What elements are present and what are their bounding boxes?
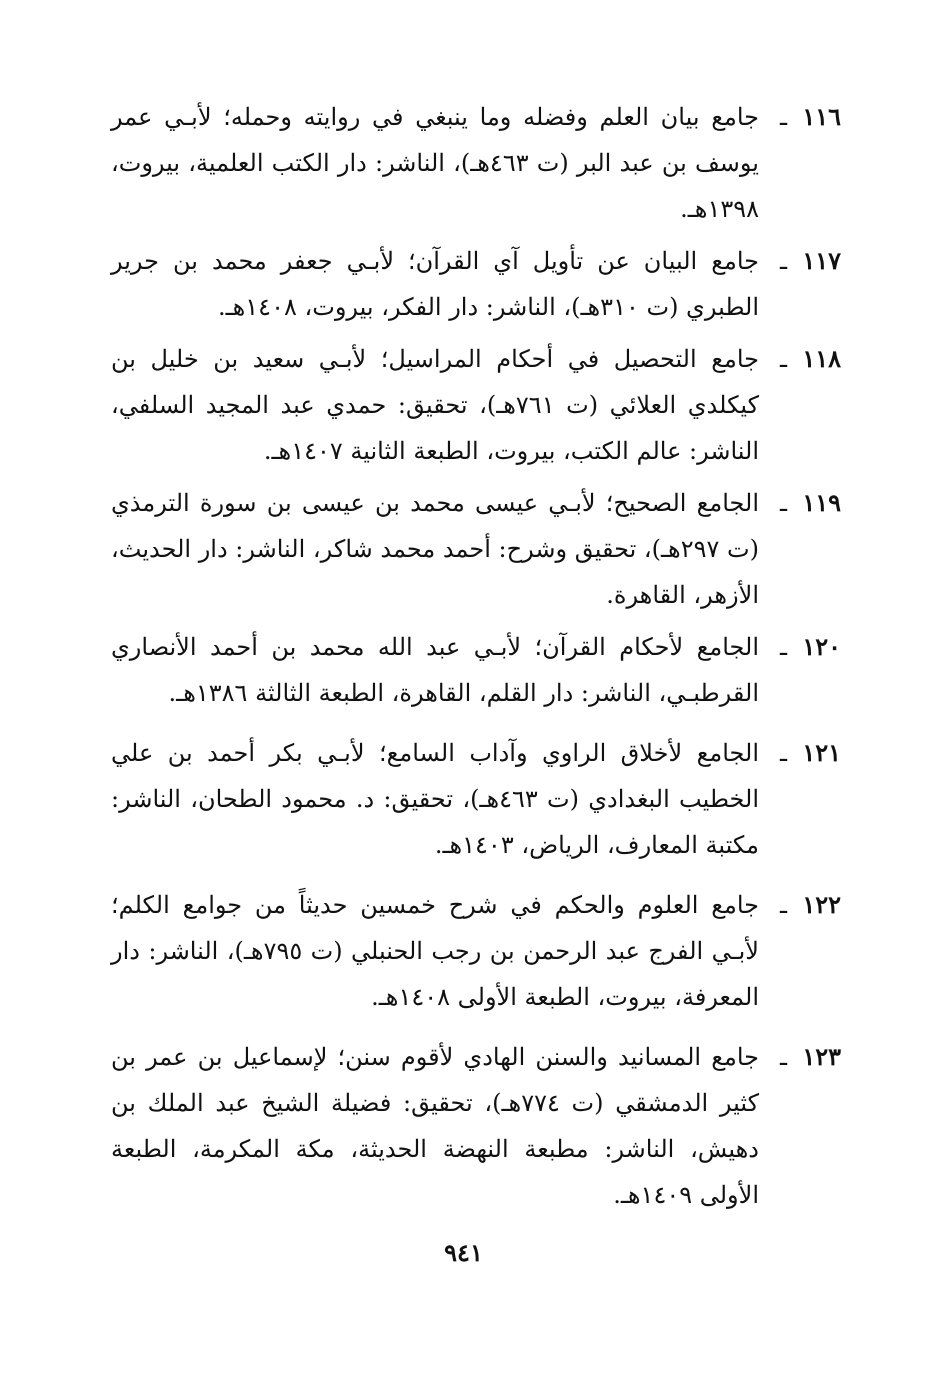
entry-dash: ـ	[779, 891, 787, 919]
entry-dash: ـ	[779, 345, 787, 373]
bibliography-entry	[111, 94, 841, 232]
bibliography-entry	[111, 882, 841, 1020]
entry-number: ١١٦	[802, 102, 841, 131]
entry-dash: ـ	[779, 489, 787, 517]
entry-number: ١١٩	[802, 488, 841, 517]
entry-text: جامع التحصيل في أحكام المراسيل؛ لأبـي سعيد بن خليل بن كيكلدي العلائي (ت ٧٦١هـ)، تحقيق: حمدي عبد المجيد السلفي، الناشر: عالم الكتب، بيروت، الطبعة الثانية ١٤٠٧هـ.	[111, 345, 760, 465]
entry-dash: ـ	[779, 247, 787, 275]
page-number: ٩٤١	[444, 1238, 483, 1267]
entry-number: ١٢١	[802, 738, 841, 767]
entry-text: جامع البيان عن تأويل آي القرآن؛ لأبـي جعفر محمد بن جرير الطبري (ت ٣١٠هـ)، الناشر: دار الفكر، بيروت، ١٤٠٨هـ.	[111, 247, 760, 321]
bibliography-entry	[111, 1034, 841, 1218]
bibliography-entry	[111, 624, 841, 716]
entry-text: الجامع الصحيح؛ لأبـي عيسى محمد بن عيسى بن سورة الترمذي (ت ٢٩٧هـ)، تحقيق وشرح: أحمد محمد شاكر، الناشر: دار الحديث، الأزهر، القاهرة.	[111, 489, 759, 609]
entry-text: الجامع لأحكام القرآن؛ لأبـي عبد الله محمد بن أحمد الأنصاري القرطبـي، الناشر: دار القلم، القاهرة، الطبعة الثالثة ١٣٨٦هـ.	[111, 633, 759, 707]
entry-dash: ـ	[779, 1043, 787, 1071]
entry-text: جامع بيان العلم وفضله وما ينبغي في روايته وحمله؛ لأبـي عمر يوسف بن عبد البر (ت ٤٦٣هـ)، الناشر: دار الكتب العلمية، بيروت، ١٣٩٨هـ.	[111, 103, 759, 223]
entry-number: ١١٨	[802, 344, 841, 373]
entry-dash: ـ	[779, 633, 787, 661]
bibliography-list	[111, 94, 841, 1224]
entry-number: ١٢٢	[802, 890, 841, 919]
entry-text: الجامع لأخلاق الراوي وآداب السامع؛ لأبـي بكر أحمد بن علي الخطيب البغدادي (ت ٤٦٣هـ)، تحقيق: د. محمود الطحان، الناشر: مكتبة المعارف، الرياض، ١٤٠٣هـ.	[111, 739, 759, 859]
entry-dash: ـ	[779, 739, 787, 767]
entry-text: جامع المسانيد والسنن الهادي لأقوم سنن؛ لإسماعيل بن عمر بن كثير الدمشقي (ت ٧٧٤هـ)، تحقيق: فضيلة الشيخ عبد الملك بن دهيش، الناشر: مطبعة النهضة الحديثة، مكة المكرمة، الطبعة الأولى ١٤٠٩هـ.	[111, 1043, 760, 1209]
entry-dash: ـ	[779, 103, 787, 131]
bibliography-entry	[111, 336, 841, 474]
entry-number: ١٢٠	[802, 632, 841, 661]
entry-text: جامع العلوم والحكم في شرح خمسين حديثاً من جوامع الكلم؛ لأبـي الفرج عبد الرحمن بن رجب الحنبلي (ت ٧٩٥هـ)، الناشر: دار المعرفة، بيروت، الطبعة الأولى ١٤٠٨هـ.	[111, 891, 759, 1011]
entry-number: ١٢٣	[802, 1042, 841, 1071]
bibliography-entry	[111, 480, 841, 618]
entry-number: ١١٧	[802, 246, 841, 275]
bibliography-entry	[111, 730, 841, 868]
bibliography-entry	[111, 238, 841, 330]
